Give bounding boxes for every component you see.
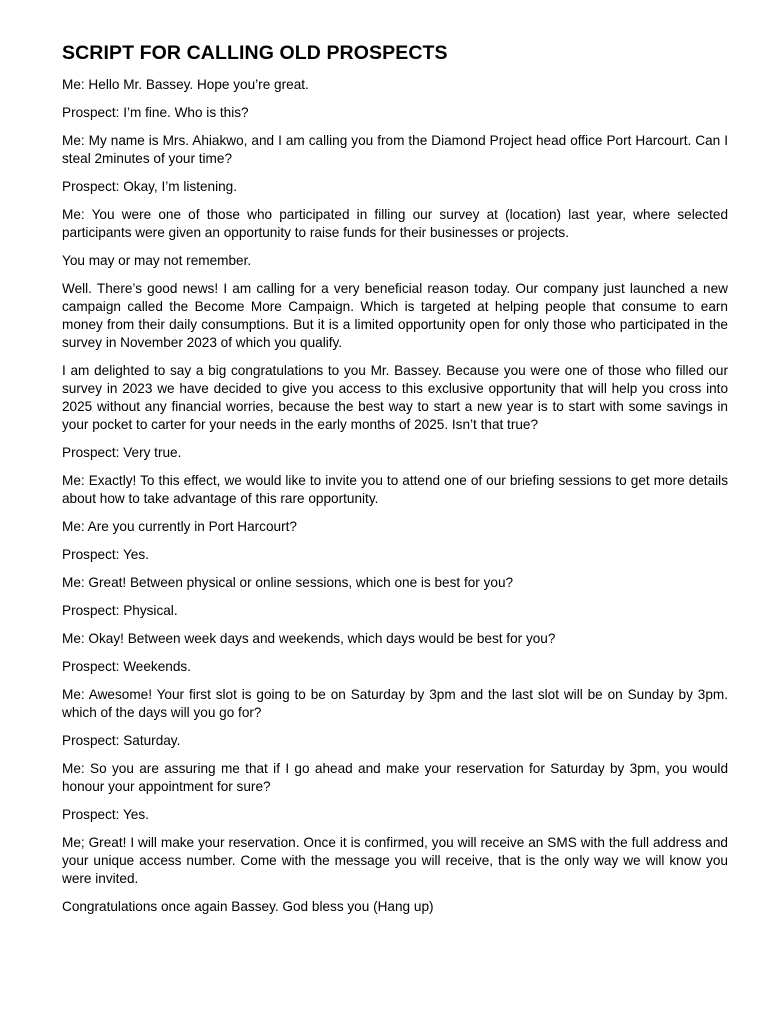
- paragraph-prospect-listening: Prospect: Okay, I’m listening.: [62, 179, 238, 194]
- paragraph-may-not-remember: You may or may not remember.: [62, 253, 252, 268]
- paragraph-reservation-details: Me; Great! I will make your reservation. Once it is confirmed, you will receive an SMS with the full address and your unique access number. Come with the message you will receive, that is the only way we will know you were invited.: [62, 835, 728, 886]
- document-page: [62, 40, 728, 926]
- paragraph-introduction: Me: My name is Mrs. Ahiakwo, and I am calling you from the Diamond Project head office Port Harcourt. Can I steal 2minutes of your time?: [62, 133, 728, 166]
- paragraph-prospect-very-true: Prospect: Very true.: [62, 445, 182, 460]
- paragraph-congratulations: I am delighted to say a big congratulations to you Mr. Bassey. Because you were one of those who filled our survey in 2023 we have decided to give you access to this exclusive opportunity that will help you cross into 2025 without any financial worries, because the best way to start a new year is to start with some savings in your pocket to carter for your needs in the early months of 2025. Isn’t that true?: [62, 363, 728, 432]
- paragraph-days-question: Me: Okay! Between week days and weekends, which days would be best for you?: [62, 631, 556, 646]
- paragraph-prospect-who: Prospect: I’m fine. Who is this?: [62, 105, 249, 120]
- paragraph-prospect-physical: Prospect: Physical.: [62, 603, 178, 618]
- paragraph-slot-options: Me: Awesome! Your first slot is going to be on Saturday by 3pm and the last slot will be on Sunday by 3pm. which of the days will you go for?: [62, 687, 728, 720]
- paragraph-assurance-question: Me: So you are assuring me that if I go ahead and make your reservation for Saturday by 3pm, you would honour your appointment for sure?: [62, 761, 728, 794]
- paragraph-session-type-question: Me: Great! Between physical or online sessions, which one is best for you?: [62, 575, 514, 590]
- paragraph-prospect-weekends: Prospect: Weekends.: [62, 659, 191, 674]
- document-title: SCRIPT FOR CALLING OLD PROSPECTS: [62, 42, 448, 64]
- paragraph-closing: Congratulations once again Bassey. God bless you (Hang up): [62, 899, 434, 914]
- paragraph-prospect-yes-confirm: Prospect: Yes.: [62, 807, 149, 822]
- paragraph-prospect-saturday: Prospect: Saturday.: [62, 733, 181, 748]
- paragraph-survey-reminder: Me: You were one of those who participated in filling our survey at (location) last year, where selected participants were given an opportunity to raise funds for their businesses or projects.: [62, 207, 728, 240]
- paragraph-briefing-invite: Me: Exactly! To this effect, we would like to invite you to attend one of our briefing sessions to get more details about how to take advantage of this rare opportunity.: [62, 473, 728, 506]
- paragraph-greeting: Me: Hello Mr. Bassey. Hope you’re great.: [62, 77, 309, 92]
- paragraph-prospect-yes: Prospect: Yes.: [62, 547, 149, 562]
- paragraph-location-question: Me: Are you currently in Port Harcourt?: [62, 519, 297, 534]
- paragraph-good-news: Well. There’s good news! I am calling for a very beneficial reason today. Our company just launched a new campaign called the Become More Campaign. Which is targeted at helping people that consume to earn money from their daily consumptions. But it is a limited opportunity open for only those who participated in the survey in November 2023 of which you qualify.: [62, 281, 728, 350]
